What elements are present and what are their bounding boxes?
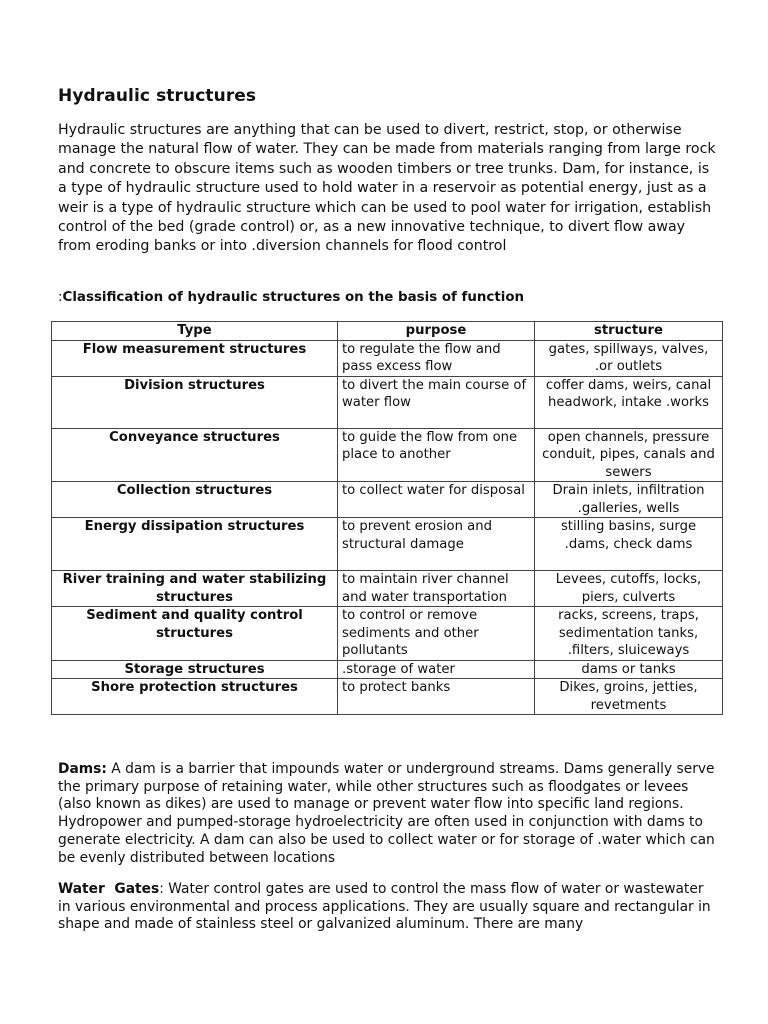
- table-row: [52, 571, 723, 607]
- classification-table: [51, 321, 723, 715]
- row-structure: open channels, pressure conduit, pipes, canals and sewers: [535, 428, 723, 482]
- page-title: Hydraulic structures: [58, 86, 257, 106]
- row-structure: dams or tanks: [535, 660, 723, 679]
- row-structure: coffer dams, weirs, canal headwork, intake .works: [535, 376, 723, 428]
- table-row: [52, 376, 723, 428]
- table-row: [52, 482, 723, 518]
- row-structure: Dikes, groins, jetties, revetments: [535, 679, 723, 715]
- table-row: [52, 340, 723, 376]
- row-type: Sediment and quality control structures: [52, 607, 338, 661]
- table-row: [52, 428, 723, 482]
- row-purpose: to prevent erosion and structural damage: [338, 518, 535, 571]
- row-type: Shore protection structures: [52, 679, 338, 715]
- table-row: [52, 607, 723, 661]
- column-header-type: Type: [52, 322, 338, 341]
- row-type: Flow measurement structures: [52, 340, 338, 376]
- row-structure: Levees, cutoffs, locks, piers, culverts: [535, 571, 723, 607]
- dams-text: A dam is a barrier that impounds water or underground streams. Dams generally serve the primary purpose of retaining water, while other structures such as floodgates or levees (also known as dikes) are used to manage or prevent water flow into specific land regions. Hydropower and pumped-storage hydroelectricity are often used in conjunction with dams to generate electricity. A dam can also be used to collect water or for storage of .water which can be evenly distributed between locations: [58, 761, 715, 866]
- table-header-row: [52, 322, 723, 341]
- row-purpose: .storage of water: [338, 660, 535, 679]
- row-structure: stilling basins, surge .dams, check dams: [535, 518, 723, 571]
- row-purpose: to guide the flow from one place to another: [338, 428, 535, 482]
- row-structure: Drain inlets, infiltration .galleries, wells: [535, 482, 723, 518]
- classification-heading: [58, 290, 524, 305]
- intro-paragraph: Hydraulic structures are anything that can be used to divert, restrict, stop, or otherwise manage the natural flow of water. They can be made from materials ranging from large rock and concrete to obscure items such as wooden timbers or tree trunks. Dam, for instance, is a type of hydraulic structure used to hold water in a reservoir as potential energy, just as a weir is a type of hydraulic structure which can be used to pool water for irrigation, establish control of the bed (grade control) or, as a new innovative technique, to divert flow away from eroding banks or into .diversion channels for flood control: [58, 122, 716, 255]
- dams-paragraph: [58, 761, 718, 867]
- row-purpose: to regulate the flow and pass excess flow: [338, 340, 535, 376]
- row-type: Energy dissipation structures: [52, 518, 338, 571]
- column-header-structure: structure: [535, 322, 723, 341]
- column-header-purpose: purpose: [338, 322, 535, 341]
- row-purpose: to protect banks: [338, 679, 535, 715]
- row-type: Collection structures: [52, 482, 338, 518]
- dams-label: Dams:: [58, 761, 107, 777]
- water-gates-text: : Water control gates are used to control the mass flow of water or wastewater in various environmental and process applications. They are usually square and rectangular in shape and made of stainless steel or galvanized aluminum. There are many: [58, 881, 716, 933]
- row-structure: racks, screens, traps, sedimentation tanks, .filters, sluiceways: [535, 607, 723, 661]
- water-gates-paragraph: [58, 881, 718, 934]
- table-row: [52, 660, 723, 679]
- classification-heading-text: Classification of hydraulic structures on the basis of function: [62, 290, 525, 305]
- row-purpose: to divert the main course of water flow: [338, 376, 535, 428]
- row-type: Division structures: [52, 376, 338, 428]
- table-row: [52, 679, 723, 715]
- classification-prefix: :: [58, 290, 63, 305]
- row-type: River training and water stabilizing structures: [52, 571, 338, 607]
- row-purpose: to control or remove sediments and other pollutants: [338, 607, 535, 661]
- row-structure: gates, spillways, valves, .or outlets: [535, 340, 723, 376]
- row-type: Conveyance structures: [52, 428, 338, 482]
- water-gates-label: Water Gates: [58, 881, 160, 897]
- row-type: Storage structures: [52, 660, 338, 679]
- row-purpose: to collect water for disposal: [338, 482, 535, 518]
- table-row: [52, 518, 723, 571]
- row-purpose: to maintain river channel and water transportation: [338, 571, 535, 607]
